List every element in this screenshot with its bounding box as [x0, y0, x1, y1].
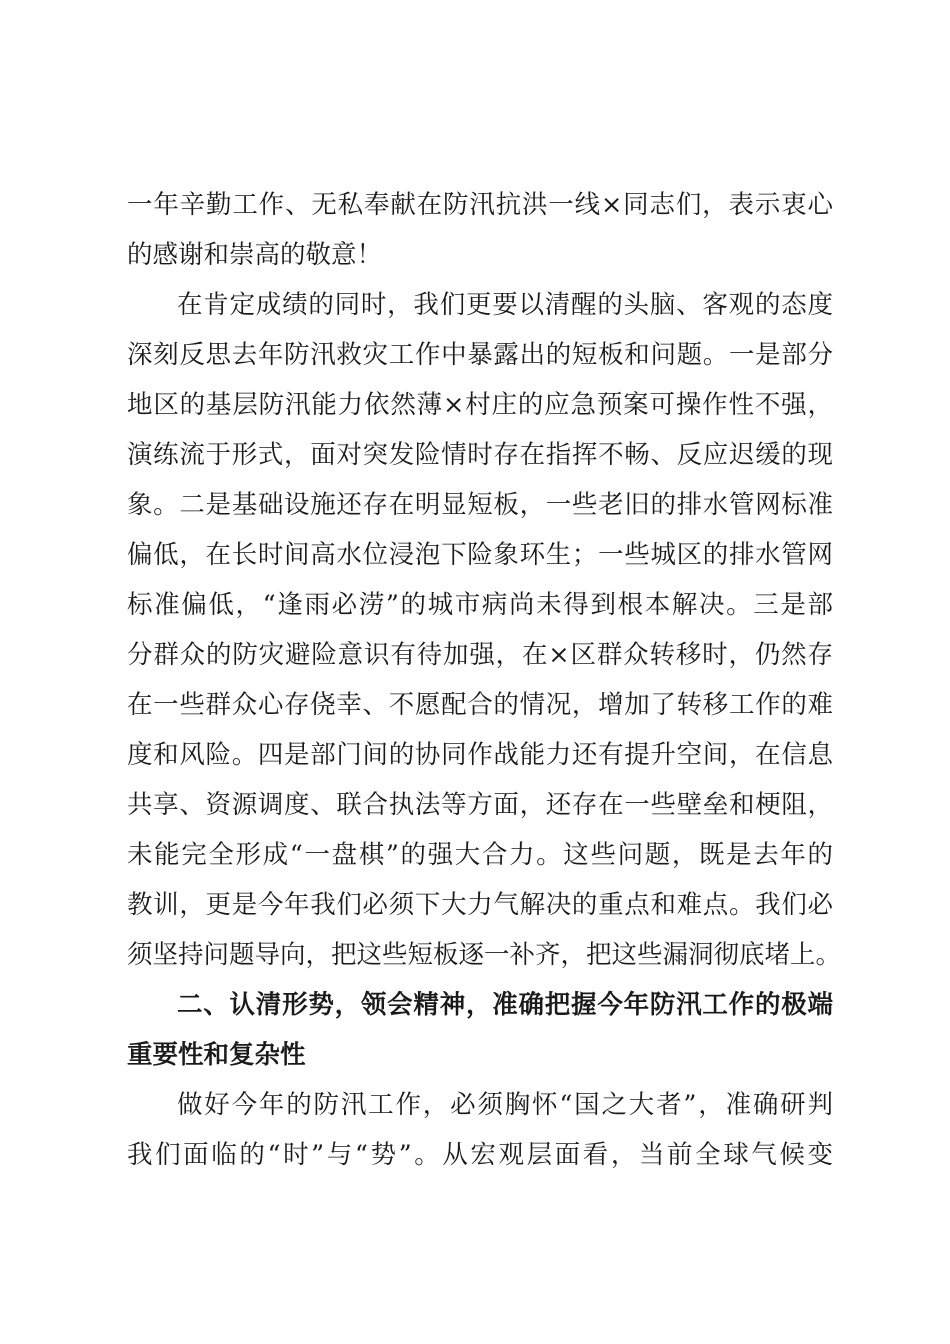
text-line: 分群众的防灾避险意识有待加强，在×区群众转移时，仍然存 — [127, 640, 833, 670]
text-line: 须坚持问题导向，把这些短板逐一补齐，把这些漏洞彻底堵上。 — [127, 940, 842, 970]
text-line: 在一些群众心存侥幸、不愿配合的情况，增加了转移工作的难 — [127, 690, 833, 720]
paragraph-start-line: 做好今年的防汛工作，必须胸怀“国之大者”，准确研判 — [177, 1090, 833, 1120]
text-line: 一年辛勤工作、无私奉献在防汛抗洪一线×同志们，表示衷心 — [127, 190, 833, 220]
text-line: 地区的基层防汛能力依然薄×村庄的应急预案可操作性不强， — [127, 390, 833, 420]
text-line: 度和风险。四是部门间的协同作战能力还有提升空间，在信息 — [127, 740, 833, 770]
section-heading-continued: 重要性和复杂性 — [127, 1040, 306, 1070]
text-line: 偏低，在长时间高水位浸泡下险象环生；一些城区的排水管网 — [127, 540, 833, 570]
text-line: 共享、资源调度、联合执法等方面，还存在一些壁垒和梗阻， — [127, 790, 833, 820]
text-line: 深刻反思去年防汛救灾工作中暴露出的短板和问题。一是部分 — [127, 340, 833, 370]
paragraph-start-line: 在肯定成绩的同时，我们更要以清醒的头脑、客观的态度 — [177, 290, 833, 320]
text-line: 演练流于形式，面对突发险情时存在指挥不畅、反应迟缓的现 — [127, 440, 833, 470]
text-line: 未能完全形成“一盘棋”的强大合力。这些问题，既是去年的 — [127, 840, 833, 870]
text-line: 象。二是基础设施还存在明显短板，一些老旧的排水管网标准 — [127, 490, 833, 520]
text-line: 的感谢和崇高的敬意！ — [127, 240, 383, 270]
section-heading: 二、认清形势，领会精神，准确把握今年防汛工作的极端 — [177, 990, 833, 1020]
document-body — [127, 180, 842, 1180]
text-line: 我们面临的“时”与“势”。从宏观层面看，当前全球气候变 — [127, 1140, 833, 1170]
text-line: 教训，更是今年我们必须下大力气解决的重点和难点。我们必 — [127, 890, 833, 920]
text-line: 标准偏低，“逢雨必涝”的城市病尚未得到根本解决。三是部 — [127, 590, 833, 620]
